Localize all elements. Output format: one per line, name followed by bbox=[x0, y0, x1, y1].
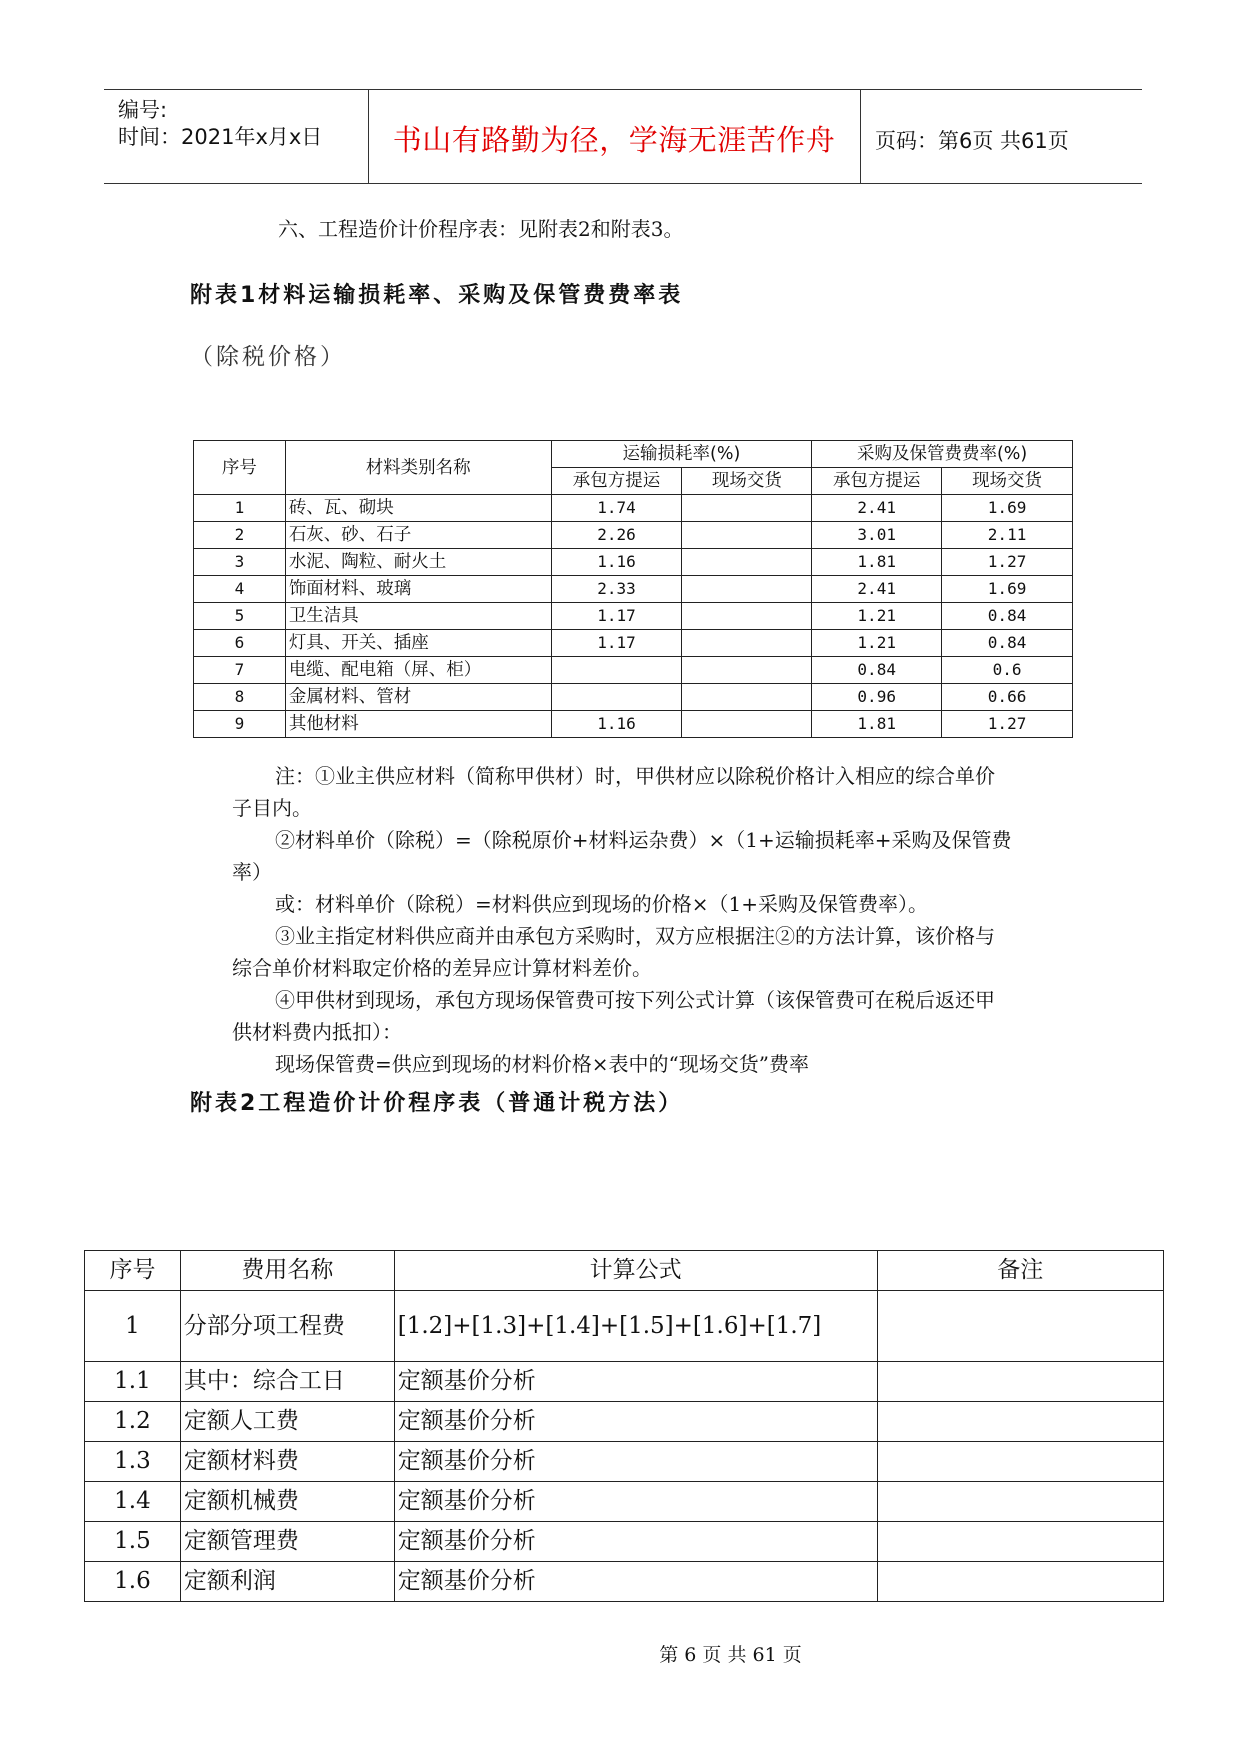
t1-t-onsite bbox=[682, 549, 812, 576]
t1-header-seq: 序号 bbox=[194, 441, 286, 495]
serial-label: 编号: bbox=[118, 98, 168, 122]
t1-p-contractor: 1.81 bbox=[812, 549, 942, 576]
t1-p-contractor: 2.41 bbox=[812, 576, 942, 603]
t1-seq: 6 bbox=[194, 630, 286, 657]
t2-formula: 定额基价分析 bbox=[394, 1522, 877, 1562]
note-5: 现场保管费=供应到现场的材料价格×表中的“现场交货”费率 bbox=[275, 1052, 809, 1076]
header-top-rule bbox=[104, 89, 1142, 90]
header-divider-right bbox=[860, 89, 861, 183]
note-2a: ②材料单价（除税）=（除税原价+材料运杂费）×（1+运输损耗率+采购及保管费 bbox=[275, 828, 1012, 852]
t2-formula: 定额基价分析 bbox=[394, 1562, 877, 1602]
note-4b: 供材料费内抵扣）： bbox=[232, 1020, 402, 1044]
t2-name: 分部分项工程费 bbox=[180, 1291, 394, 1362]
t1-header-contractor: 承包方提运 bbox=[551, 468, 682, 495]
t1-header-name: 材料类别名称 bbox=[285, 441, 551, 495]
t2-name: 定额利润 bbox=[180, 1562, 394, 1602]
table-row bbox=[194, 630, 1073, 657]
table-row bbox=[85, 1562, 1164, 1602]
t2-seq: 1.2 bbox=[85, 1402, 181, 1442]
t1-t-contractor bbox=[551, 684, 682, 711]
note-3a: ③业主指定材料供应商并由承包方采购时，双方应根据注②的方法计算，该价格与 bbox=[275, 924, 995, 948]
table-row bbox=[194, 522, 1073, 549]
t2-seq: 1.3 bbox=[85, 1442, 181, 1482]
t1-t-onsite bbox=[682, 630, 812, 657]
t1-p-onsite: 1.27 bbox=[942, 711, 1073, 738]
t2-remark bbox=[877, 1402, 1163, 1442]
t2-seq: 1.4 bbox=[85, 1482, 181, 1522]
t1-t-contractor: 1.17 bbox=[551, 603, 682, 630]
t1-t-contractor: 1.74 bbox=[551, 495, 682, 522]
t2-name: 定额人工费 bbox=[180, 1402, 394, 1442]
table-row bbox=[194, 657, 1073, 684]
t1-seq: 7 bbox=[194, 657, 286, 684]
t2-name: 其中：综合工日 bbox=[180, 1362, 394, 1402]
t1-name: 其他材料 bbox=[285, 711, 551, 738]
t2-formula: 定额基价分析 bbox=[394, 1442, 877, 1482]
time-label: 时间：2021年x月x日 bbox=[118, 125, 323, 149]
t2-seq: 1 bbox=[85, 1291, 181, 1362]
note-4a: ④甲供材到现场，承包方现场保管费可按下列公式计算（该保管费可在税后返还甲 bbox=[275, 988, 995, 1012]
table1-subtitle: （除税价格） bbox=[190, 344, 346, 370]
table-row bbox=[85, 1402, 1164, 1442]
t2-name: 定额材料费 bbox=[180, 1442, 394, 1482]
t1-t-onsite bbox=[682, 657, 812, 684]
material-rate-table bbox=[193, 440, 1073, 738]
t2-remark bbox=[877, 1482, 1163, 1522]
t1-p-contractor: 2.41 bbox=[812, 495, 942, 522]
t1-t-contractor: 2.26 bbox=[551, 522, 682, 549]
t1-header-onsite: 现场交货 bbox=[682, 468, 812, 495]
note-2c: 或：材料单价（除税）=材料供应到现场的价格×（1+采购及保管费率）。 bbox=[275, 892, 928, 916]
t1-seq: 1 bbox=[194, 495, 286, 522]
page-footer: 第 6 页 共 61 页 bbox=[659, 1644, 802, 1666]
t1-name: 水泥、陶粒、耐火土 bbox=[285, 549, 551, 576]
t1-name: 砖、瓦、砌块 bbox=[285, 495, 551, 522]
t2-header-seq: 序号 bbox=[85, 1251, 181, 1291]
t1-t-onsite bbox=[682, 522, 812, 549]
note-1b: 子目内。 bbox=[232, 796, 312, 820]
t1-seq: 3 bbox=[194, 549, 286, 576]
t2-header-name: 费用名称 bbox=[180, 1251, 394, 1291]
t1-t-contractor: 1.16 bbox=[551, 711, 682, 738]
t1-seq: 8 bbox=[194, 684, 286, 711]
header-divider-left bbox=[368, 89, 369, 183]
t1-t-contractor: 2.33 bbox=[551, 576, 682, 603]
t1-p-onsite: 0.6 bbox=[942, 657, 1073, 684]
table-row bbox=[85, 1362, 1164, 1402]
table-row bbox=[194, 495, 1073, 522]
t1-t-onsite bbox=[682, 603, 812, 630]
t2-remark bbox=[877, 1291, 1163, 1362]
table-row bbox=[194, 576, 1073, 603]
table-row bbox=[194, 711, 1073, 738]
t1-seq: 5 bbox=[194, 603, 286, 630]
t2-remark bbox=[877, 1442, 1163, 1482]
t2-seq: 1.6 bbox=[85, 1562, 181, 1602]
t1-name: 卫生洁具 bbox=[285, 603, 551, 630]
cost-procedure-table bbox=[84, 1250, 1164, 1602]
t2-formula: 定额基价分析 bbox=[394, 1482, 877, 1522]
table-row bbox=[85, 1482, 1164, 1522]
table-row bbox=[194, 549, 1073, 576]
table-row bbox=[194, 684, 1073, 711]
t1-p-contractor: 1.21 bbox=[812, 630, 942, 657]
t2-seq: 1.1 bbox=[85, 1362, 181, 1402]
t1-t-onsite bbox=[682, 684, 812, 711]
table-row bbox=[85, 1522, 1164, 1562]
note-3b: 综合单价材料取定价格的差异应计算材料差价。 bbox=[232, 956, 652, 980]
t1-t-contractor bbox=[551, 657, 682, 684]
t1-header-contractor2: 承包方提运 bbox=[812, 468, 942, 495]
t1-name: 金属材料、管材 bbox=[285, 684, 551, 711]
t1-seq: 4 bbox=[194, 576, 286, 603]
t2-formula: 定额基价分析 bbox=[394, 1362, 877, 1402]
table-row bbox=[194, 603, 1073, 630]
t2-formula: 定额基价分析 bbox=[394, 1402, 877, 1442]
table2-title: 附表2工程造价计价程序表（普通计税方法） bbox=[190, 1091, 684, 1116]
t1-p-onsite: 0.84 bbox=[942, 603, 1073, 630]
page-label: 页码：第6页 共61页 bbox=[875, 129, 1069, 153]
t2-seq: 1.5 bbox=[85, 1522, 181, 1562]
t1-t-onsite bbox=[682, 711, 812, 738]
t1-name: 灯具、开关、插座 bbox=[285, 630, 551, 657]
t1-p-contractor: 0.96 bbox=[812, 684, 942, 711]
t1-header-purchase: 采购及保管费费率(%) bbox=[812, 441, 1073, 468]
t1-p-onsite: 0.66 bbox=[942, 684, 1073, 711]
table-row bbox=[85, 1442, 1164, 1482]
section-6-text: 六、工程造价计价程序表：见附表2和附表3。 bbox=[278, 217, 684, 241]
t2-remark bbox=[877, 1362, 1163, 1402]
header-bottom-rule bbox=[104, 183, 1142, 184]
t1-p-contractor: 1.21 bbox=[812, 603, 942, 630]
t2-header-formula: 计算公式 bbox=[394, 1251, 877, 1291]
note-2b: 率） bbox=[232, 860, 272, 884]
t1-name: 石灰、砂、石子 bbox=[285, 522, 551, 549]
t1-header-onsite2: 现场交货 bbox=[942, 468, 1073, 495]
t1-p-contractor: 3.01 bbox=[812, 522, 942, 549]
t1-p-contractor: 0.84 bbox=[812, 657, 942, 684]
note-1a: 注：①业主供应材料（简称甲供材）时，甲供材应以除税价格计入相应的综合单价 bbox=[275, 764, 995, 788]
t1-seq: 2 bbox=[194, 522, 286, 549]
t2-formula: [1.2]+[1.3]+[1.4]+[1.5]+[1.6]+[1.7] bbox=[394, 1291, 877, 1362]
table-row bbox=[85, 1291, 1164, 1362]
table1-title: 附表1材料运输损耗率、采购及保管费费率表 bbox=[190, 283, 684, 308]
t1-t-onsite bbox=[682, 495, 812, 522]
t1-p-onsite: 1.27 bbox=[942, 549, 1073, 576]
t1-p-onsite: 1.69 bbox=[942, 576, 1073, 603]
motto: 书山有路勤为径，学海无涯苦作舟 bbox=[392, 123, 836, 157]
t2-remark bbox=[877, 1522, 1163, 1562]
t2-name: 定额机械费 bbox=[180, 1482, 394, 1522]
t2-remark bbox=[877, 1562, 1163, 1602]
t1-name: 饰面材料、玻璃 bbox=[285, 576, 551, 603]
t1-p-onsite: 1.69 bbox=[942, 495, 1073, 522]
t1-t-onsite bbox=[682, 576, 812, 603]
t1-seq: 9 bbox=[194, 711, 286, 738]
t1-header-transport: 运输损耗率(%) bbox=[551, 441, 812, 468]
t1-name: 电缆、配电箱（屏、柜） bbox=[285, 657, 551, 684]
t1-p-contractor: 1.81 bbox=[812, 711, 942, 738]
t1-p-onsite: 0.84 bbox=[942, 630, 1073, 657]
t1-p-onsite: 2.11 bbox=[942, 522, 1073, 549]
t1-t-contractor: 1.17 bbox=[551, 630, 682, 657]
t2-header-remark: 备注 bbox=[877, 1251, 1163, 1291]
t2-name: 定额管理费 bbox=[180, 1522, 394, 1562]
t1-t-contractor: 1.16 bbox=[551, 549, 682, 576]
